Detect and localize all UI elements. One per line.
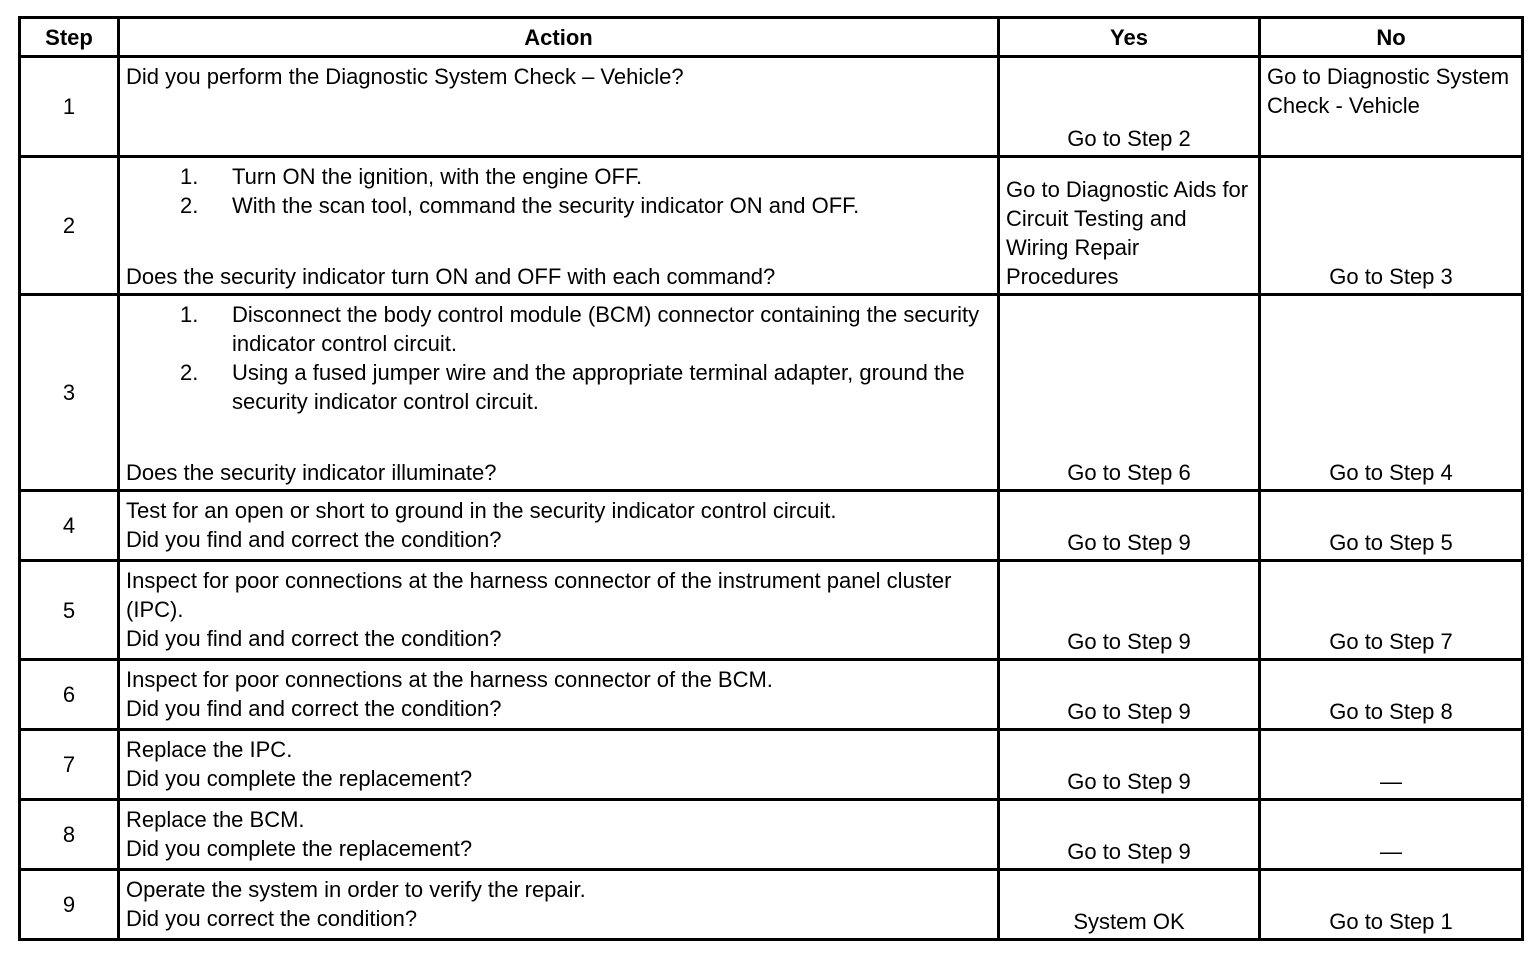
substep [126,358,991,416]
table-row [20,800,1523,870]
no-result: Go to Diagnostic System Check - Vehicle [1267,64,1510,118]
action-text: Replace the IPC. [126,737,293,762]
substep [126,162,991,191]
action-question: Did you complete the replacement? [126,766,473,791]
substep-text: Turn ON the ignition, with the engine OFF. [232,164,643,189]
table-row [20,660,1523,730]
step-number: 9 [20,870,119,940]
no-cell [1260,660,1523,730]
no-cell [1260,295,1523,491]
no-cell [1260,157,1523,295]
no-result: Go to Step 7 [1329,629,1453,654]
action-text: Test for an open or short to ground in the security indicator control circuit. [126,498,837,523]
action-question: Did you complete the replacement? [126,836,473,861]
substep-list [126,300,991,416]
yes-result: Go to Step 2 [1067,126,1191,151]
step-number: 2 [20,157,119,295]
table-row [20,491,1523,561]
action-text: Replace the BCM. [126,807,305,832]
no-result: — [1380,769,1402,794]
table-row [20,870,1523,940]
substep-text: With the scan tool, command the security indicator ON and OFF. [232,193,860,218]
step-number: 1 [20,57,119,157]
action-cell [119,561,999,660]
action-question: Did you find and correct the condition? [126,527,502,552]
table-row [20,57,1523,157]
yes-result: Go to Step 9 [1067,530,1191,555]
no-cell [1260,800,1523,870]
substep-number: 2. [180,193,199,218]
action-text: Inspect for poor connections at the harness connector of the instrument panel cluster (IPC). [126,568,952,622]
action-text: Operate the system in order to verify the repair. [126,877,586,902]
no-result: Go to Step 5 [1329,530,1453,555]
substep [126,191,991,220]
step-number: 8 [20,800,119,870]
yes-result: Go to Step 9 [1067,629,1191,654]
action-cell [119,660,999,730]
yes-result: Go to Diagnostic Aids for Circuit Testing and Wiring Repair Procedures [1006,177,1249,289]
table-row [20,157,1523,295]
yes-result: Go to Step 9 [1067,699,1191,724]
yes-cell [999,660,1260,730]
action-question: Does the security indicator turn ON and OFF with each command? [126,264,776,289]
action-question: Did you correct the condition? [126,906,418,931]
substep [126,300,991,358]
substep-text: Using a fused jumper wire and the appropriate terminal adapter, ground the security indicator control circuit. [232,360,965,414]
step-number: 5 [20,561,119,660]
no-cell [1260,57,1523,157]
yes-cell [999,491,1260,561]
no-cell [1260,730,1523,800]
step-number: 3 [20,295,119,491]
action-cell [119,870,999,940]
no-result: Go to Step 3 [1329,264,1453,289]
substep-number: 1. [180,164,199,189]
yes-result: Go to Step 9 [1067,839,1191,864]
action-cell [119,491,999,561]
yes-result: System OK [1073,909,1185,934]
action-text: Inspect for poor connections at the harness connector of the BCM. [126,667,773,692]
substep-text: Disconnect the body control module (BCM) connector containing the security indicator control circuit. [232,302,980,356]
step-number: 4 [20,491,119,561]
no-result: — [1380,839,1402,864]
substep-number: 2. [180,360,199,385]
no-result: Go to Step 4 [1329,460,1453,485]
yes-cell [999,57,1260,157]
action-question: Did you find and correct the condition? [126,696,502,721]
table-row [20,295,1523,491]
action-cell [119,295,999,491]
yes-cell [999,561,1260,660]
table-row [20,730,1523,800]
header-row [20,18,1523,57]
action-question: Did you find and correct the condition? [126,626,502,651]
yes-cell [999,295,1260,491]
no-result: Go to Step 8 [1329,699,1453,724]
no-result: Go to Step 1 [1329,909,1453,934]
no-cell [1260,491,1523,561]
step-number: 6 [20,660,119,730]
action-cell [119,57,999,157]
substep-list [126,162,991,220]
diagnostic-table [18,16,1524,941]
action-question: Does the security indicator illuminate? [126,460,497,485]
action-cell [119,730,999,800]
step-number: 7 [20,730,119,800]
header-no: No [1260,18,1523,57]
header-step: Step [20,18,119,57]
substep-number: 1. [180,302,199,327]
yes-result: Go to Step 6 [1067,460,1191,485]
header-action: Action [119,18,999,57]
header-yes: Yes [999,18,1260,57]
yes-cell [999,870,1260,940]
action-cell [119,157,999,295]
no-cell [1260,561,1523,660]
yes-cell [999,730,1260,800]
table-row [20,561,1523,660]
yes-result: Go to Step 9 [1067,769,1191,794]
action-text: Did you perform the Diagnostic System Check – Vehicle? [126,64,684,89]
action-cell [119,800,999,870]
no-cell [1260,870,1523,940]
yes-cell [999,800,1260,870]
yes-cell [999,157,1260,295]
